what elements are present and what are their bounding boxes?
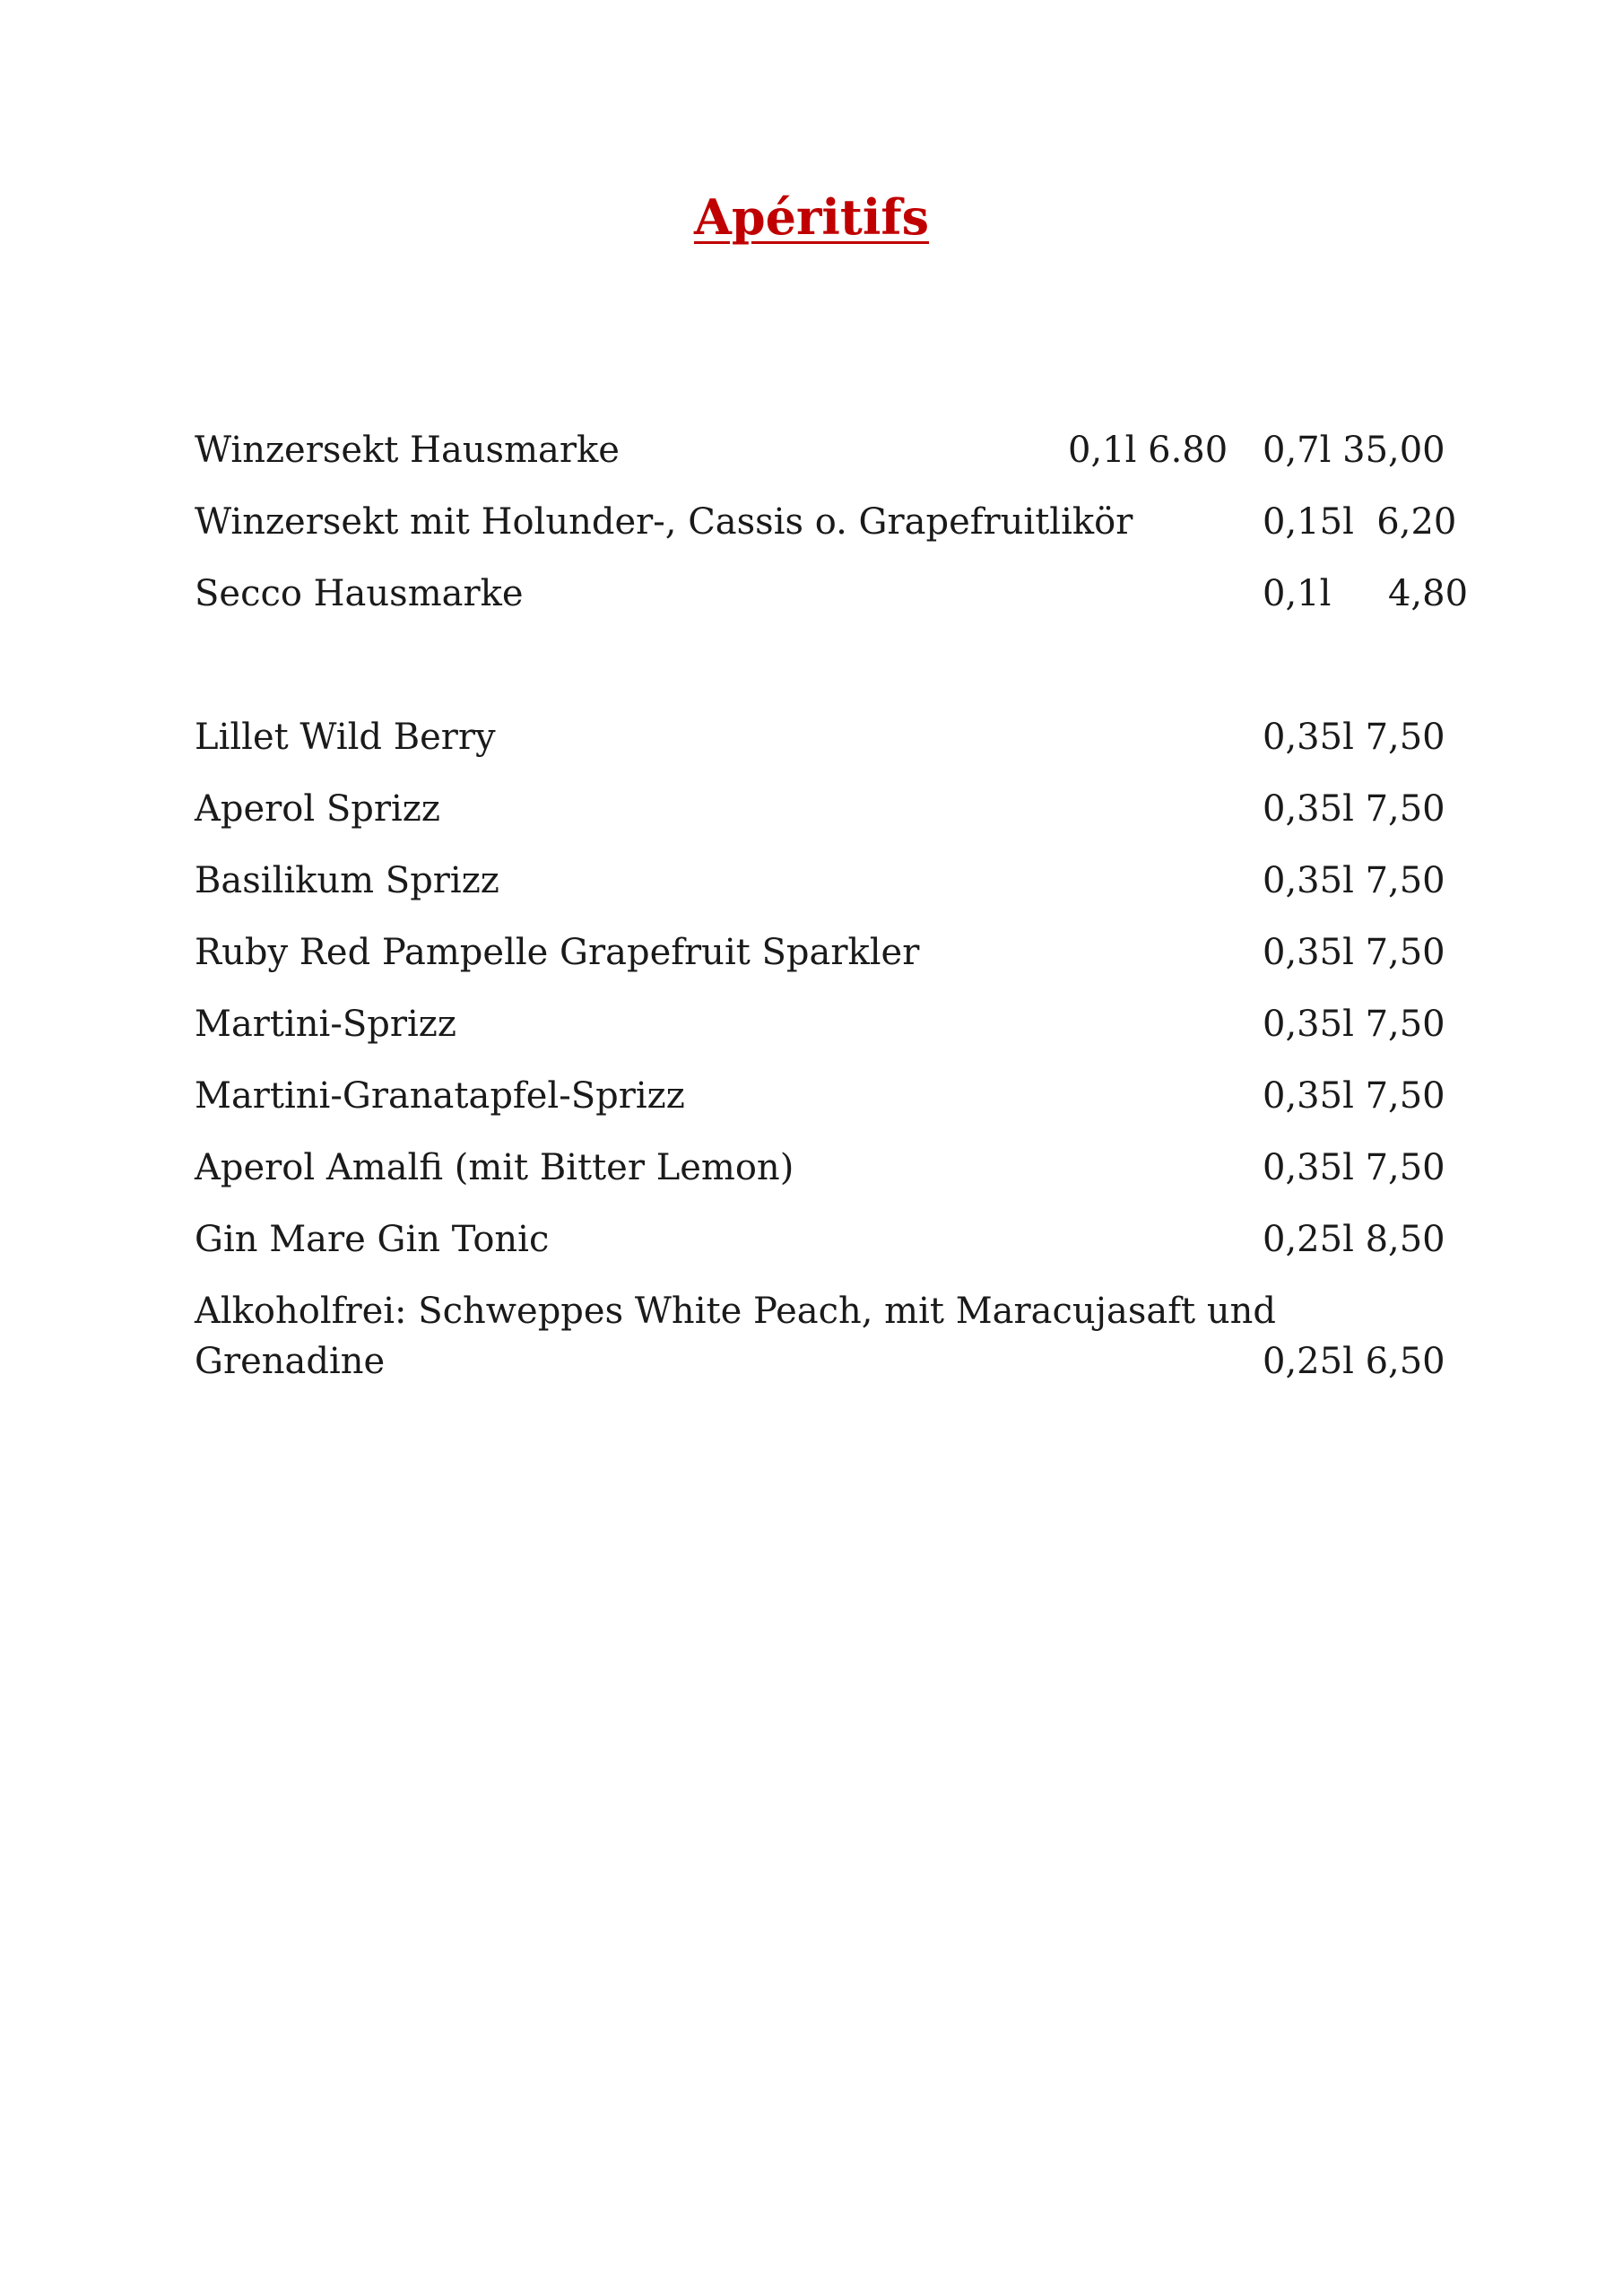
item-price: 0,35l 7,50 bbox=[1263, 932, 1445, 973]
item-price: 0,7l 35,00 bbox=[1263, 430, 1445, 471]
item-name: Gin Mare Gin Tonic bbox=[195, 1219, 550, 1260]
item-price: 0,35l 7,50 bbox=[1263, 860, 1445, 901]
item-name-line-1: Alkoholfrei: Schweppes White Peach, mit Maracujasaft und bbox=[195, 1291, 1276, 1332]
item-price: 0,15l 6,20 bbox=[1263, 501, 1457, 543]
item-price: 0,25l 6,50 bbox=[1263, 1341, 1445, 1382]
item-name: Winzersekt Hausmarke bbox=[195, 430, 620, 471]
menu-item bbox=[195, 495, 1457, 549]
item-price: 0,35l 7,50 bbox=[1263, 1147, 1445, 1188]
menu-item bbox=[195, 926, 1450, 979]
menu-item bbox=[195, 423, 1450, 477]
menu-item bbox=[195, 710, 1450, 764]
item-price: 0,35l 7,50 bbox=[1263, 1004, 1445, 1045]
item-price: 0,35l 7,50 bbox=[1263, 1075, 1445, 1117]
menu-item bbox=[195, 1213, 1450, 1266]
item-price: 0,1l 4,80 bbox=[1263, 573, 1469, 614]
item-name: Lillet Wild Berry bbox=[195, 717, 496, 758]
item-name: Basilikum Sprizz bbox=[195, 860, 499, 901]
item-name: Secco Hausmarke bbox=[195, 573, 524, 614]
item-name: Martini-Sprizz bbox=[195, 1004, 456, 1045]
menu-item bbox=[195, 782, 1450, 836]
menu-item bbox=[195, 1286, 1450, 1387]
item-price: 0,35l 7,50 bbox=[1263, 717, 1445, 758]
item-price: 0,25l 8,50 bbox=[1263, 1219, 1445, 1260]
page-title: Apéritifs bbox=[693, 188, 930, 246]
item-name: Ruby Red Pampelle Grapefruit Sparkler bbox=[195, 932, 920, 973]
menu-item bbox=[195, 997, 1450, 1051]
item-name: Martini-Granatapfel-Sprizz bbox=[195, 1075, 685, 1117]
item-name: Winzersekt mit Holunder-, Cassis o. Grapefruitlikör bbox=[195, 501, 1133, 543]
menu-item bbox=[195, 567, 1469, 621]
menu-item bbox=[195, 854, 1450, 908]
menu-item bbox=[195, 1069, 1450, 1123]
item-name-line-2: Grenadine bbox=[195, 1341, 386, 1382]
item-price-small: 0,1l 6.80 bbox=[1068, 430, 1228, 471]
item-name: Aperol Sprizz bbox=[195, 788, 440, 830]
item-price: 0,35l 7,50 bbox=[1263, 788, 1445, 830]
item-name: Aperol Amalfi (mit Bitter Lemon) bbox=[195, 1147, 794, 1188]
menu-item bbox=[195, 1141, 1450, 1195]
